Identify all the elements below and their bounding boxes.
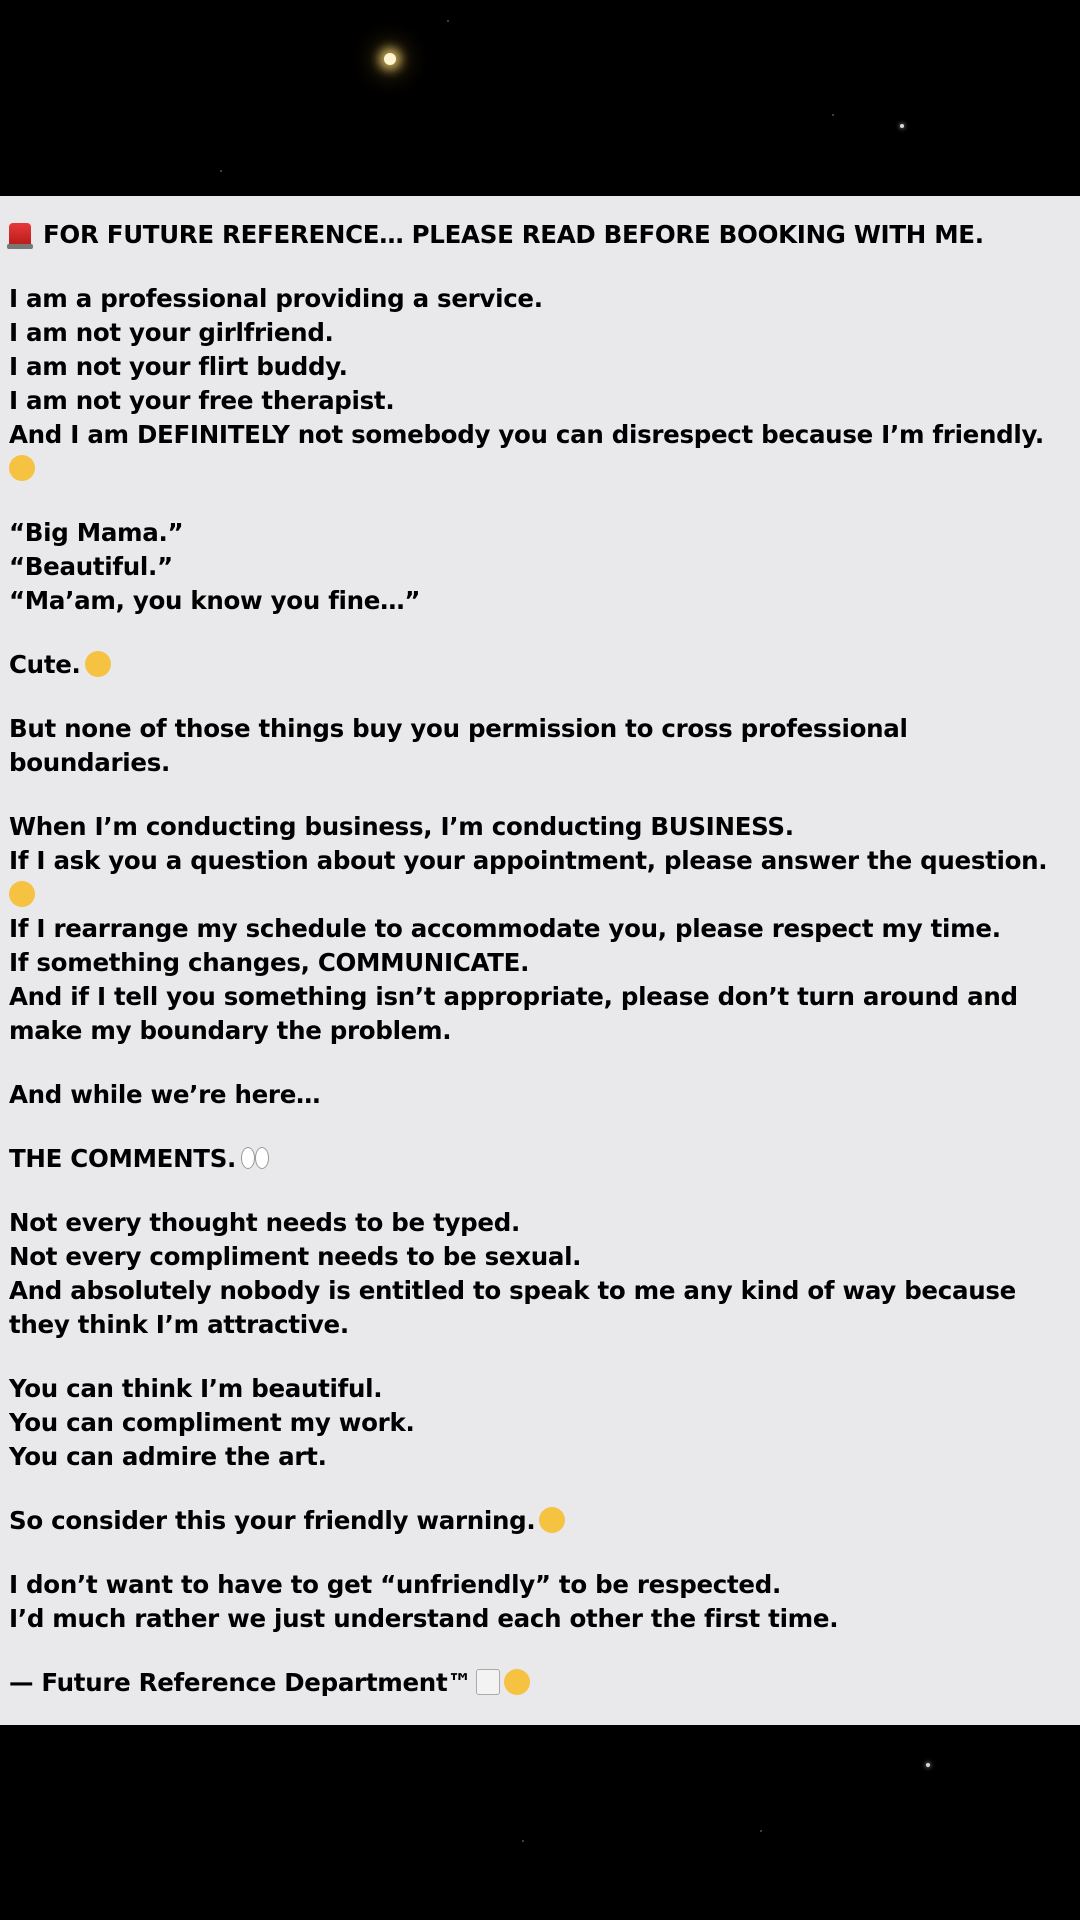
- star: [220, 170, 222, 172]
- paragraph-7: THE COMMENTS.: [9, 1142, 1070, 1176]
- paragraph-9: You can think I’m beautiful. You can compliment my work. You can admire the art.: [9, 1374, 415, 1471]
- memo-icon: [476, 1669, 500, 1695]
- paragraph-1: I am a professional providing a service. I am not your girlfriend. I am not your flirt buddy. I am not your free therapist. And I am DEFINITELY not somebody you can disrespect because I’m friendly.: [9, 282, 1070, 486]
- background-top: [0, 0, 1080, 196]
- siren-icon: [9, 223, 31, 247]
- star: [900, 124, 904, 128]
- paragraph-10: So consider this your friendly warning.: [9, 1504, 1070, 1538]
- paragraph-8: Not every thought needs to be typed. Not every compliment needs to be sexual. And absolutely nobody is entitled to speak to me any kind of way because they think I’m attractive.: [9, 1208, 1016, 1339]
- note-text[interactable]: [0, 196, 1080, 1700]
- star: [447, 20, 449, 22]
- grimace-face-icon: [9, 455, 35, 481]
- paragraph-3: Cute.: [9, 648, 1070, 682]
- paragraph-6: And while we’re here…: [9, 1080, 321, 1109]
- glowing-star: [384, 53, 396, 65]
- paragraph-5: When I’m conducting business, I’m conducting BUSINESS. If I ask you a question about your appointment, please answer the question. If I rearrange my schedule to accommodate you, please respect my time. If something changes, COMMUNICATE. And if I tell you something isn’t appropriate, please don’t turn around and make my boundary the problem.: [9, 812, 1048, 1045]
- signature: — Future Reference Department™: [9, 1666, 1070, 1700]
- smiling-face-icon: [539, 1507, 565, 1533]
- star: [926, 1763, 930, 1767]
- smiling-face-icon: [85, 651, 111, 677]
- eyes-icon: [240, 1145, 270, 1171]
- paragraph-11: I don’t want to have to get “unfriendly” to be respected. I’d much rather we just understand each other the first time.: [9, 1570, 839, 1633]
- note-heading: FOR FUTURE REFERENCE… PLEASE READ BEFORE BOOKING WITH ME.: [9, 218, 1070, 252]
- laughing-tears-face-icon: [9, 881, 35, 907]
- background-bottom: [0, 1725, 1080, 1920]
- paragraph-2: “Big Mama.” “Beautiful.” “Ma’am, you know you fine…”: [9, 518, 421, 615]
- star: [522, 1840, 524, 1842]
- note-panel[interactable]: [0, 196, 1080, 1725]
- smirking-face-icon: [504, 1669, 530, 1695]
- paragraph-4: But none of those things buy you permission to cross professional boundaries.: [9, 714, 908, 777]
- star: [832, 114, 834, 116]
- star: [760, 1830, 762, 1832]
